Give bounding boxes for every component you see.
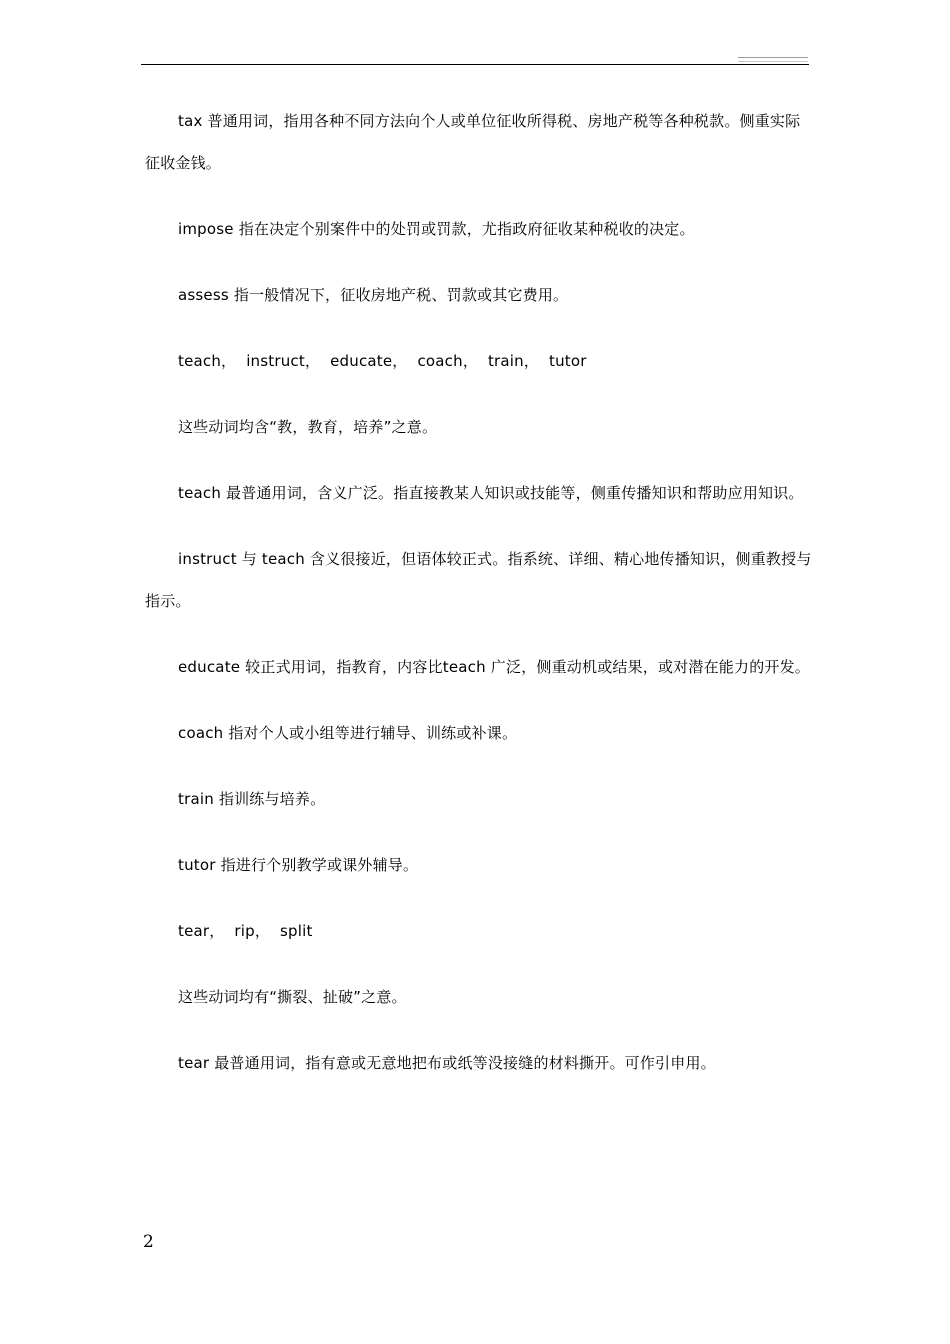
- header-rule: [141, 64, 809, 65]
- paragraph-tear-group-meaning: 这些动词均有“撕裂、扯破”之意。: [178, 988, 407, 1006]
- paragraph-tax: tax 普通用词，指用各种不同方法向个人或单位征收所得税、房地产税等各种税款。侧重实际征收金钱。: [145, 112, 801, 172]
- paragraph-coach: coach 指对个人或小组等进行辅导、训练或补课。: [178, 724, 518, 742]
- word-group-tear: tear， rip， split: [178, 922, 313, 940]
- document-body: [145, 100, 815, 1108]
- paragraph-instruct: instruct 与 teach 含义很接近，但语体较正式。指系统、详细、精心地传播知识，侧重教授与指示。: [145, 550, 812, 610]
- page-number: 2: [143, 1232, 154, 1252]
- word-group-teach: teach， instruct， educate， coach， train， tutor: [178, 352, 587, 370]
- paragraph-educate: educate 较正式用词，指教育，内容比teach 广泛，侧重动机或结果，或对潜在能力的开发。: [178, 658, 811, 676]
- paragraph-teach-group-meaning: 这些动词均含“教，教育，培养”之意。: [178, 418, 438, 436]
- paragraph-teach: teach 最普通用词，含义广泛。指直接教某人知识或技能等，侧重传播知识和帮助应用知识。: [178, 484, 804, 502]
- paragraph-tutor: tutor 指进行个别教学或课外辅导。: [178, 856, 419, 874]
- paragraph-impose: impose 指在决定个别案件中的处罚或罚款，尤指政府征收某种税收的决定。: [178, 220, 695, 238]
- header-decoration: [738, 57, 808, 62]
- paragraph-tear: tear 最普通用词，指有意或无意地把布或纸等没接缝的材料撕开。可作引申用。: [178, 1054, 716, 1072]
- paragraph-train: train 指训练与培养。: [178, 790, 326, 808]
- paragraph-assess: assess 指一般情况下，征收房地产税、罚款或其它费用。: [178, 286, 569, 304]
